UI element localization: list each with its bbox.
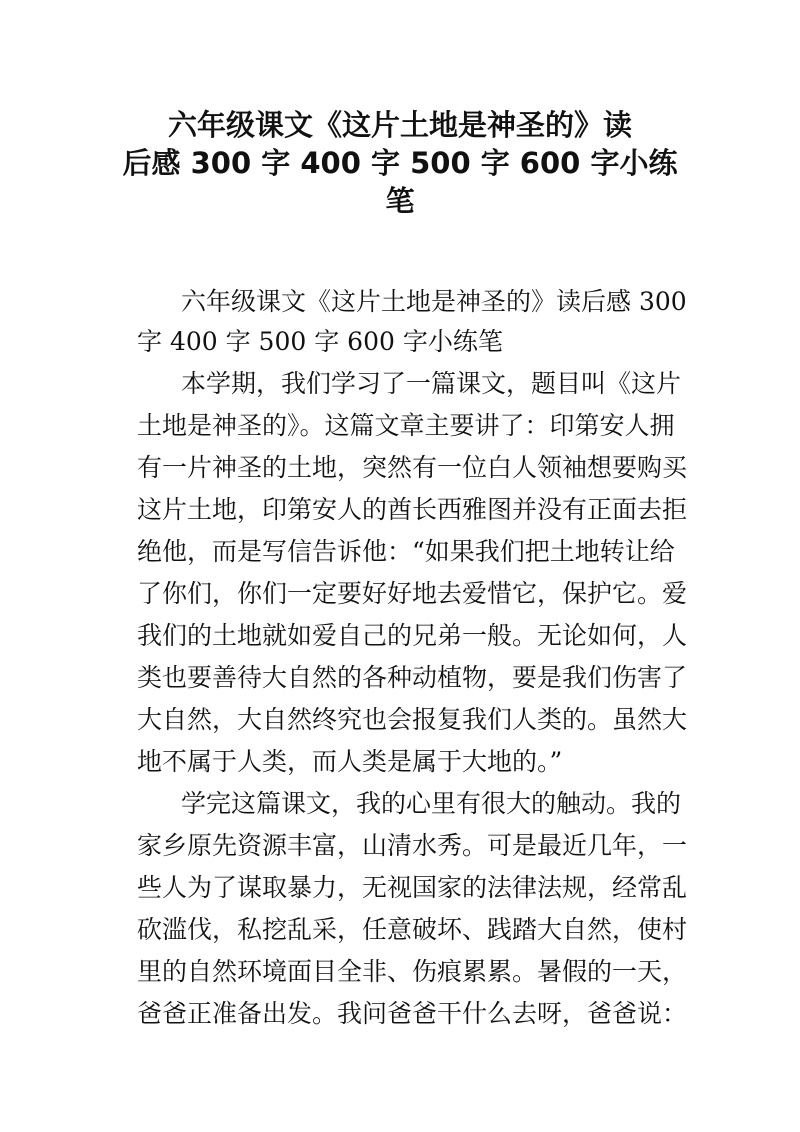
body-line: 些人为了谋取暴力，无视国家的法律法规，经常乱	[137, 873, 688, 902]
body-line: 有一片神圣的土地，突然有一位白人领袖想要购买	[137, 453, 688, 482]
body-line: 地不属于人类，而人类是属于大地的。”	[137, 747, 563, 776]
body-line: 砍滥伐，私挖乱采，任意破坏、践踏大自然，使村	[137, 915, 688, 944]
body-line: 土地是神圣的》。这篇文章主要讲了：印第安人拥	[137, 411, 675, 440]
body-line: 家乡原先资源丰富，山清水秀。可是最近几年，一	[137, 831, 688, 860]
body-line: 字 400 字 500 字 600 字小练笔	[137, 327, 503, 356]
body-line: 大自然，大自然终究也会报复我们人类的。虽然大	[137, 705, 688, 734]
body-line: 了你们，你们一定要好好地去爱惜它，保护它。爱	[137, 579, 688, 608]
body-line: 六年级课文《这片土地是神圣的》读后感 300	[181, 287, 687, 316]
title-line: 后感 300 字 400 字 500 字 600 字小练	[122, 146, 678, 180]
document-body	[137, 283, 688, 1035]
body-line: 这片土地，印第安人的酋长西雅图并没有正面去拒	[137, 495, 688, 524]
body-line: 本学期，我们学习了一篇课文，题目叫《这片	[181, 369, 682, 398]
body-line: 绝他，而是写信告诉他：“如果我们把土地转让给	[137, 537, 675, 566]
title-line: 笔	[385, 184, 415, 218]
body-line: 学完这篇课文，我的心里有很大的触动。我的	[181, 789, 682, 818]
body-line: 类也要善待大自然的各种动植物，要是我们伤害了	[137, 663, 688, 692]
title-line: 六年级课文《这片土地是神圣的》读	[167, 108, 632, 142]
document-title	[100, 106, 700, 220]
body-line: 爸爸正准备出发。我问爸爸干什么去呀，爸爸说：	[137, 999, 688, 1028]
body-line: 我们的土地就如爱自己的兄弟一般。无论如何，人	[137, 621, 688, 650]
body-line: 里的自然环境面目全非、伤痕累累。暑假的一天，	[137, 957, 688, 986]
